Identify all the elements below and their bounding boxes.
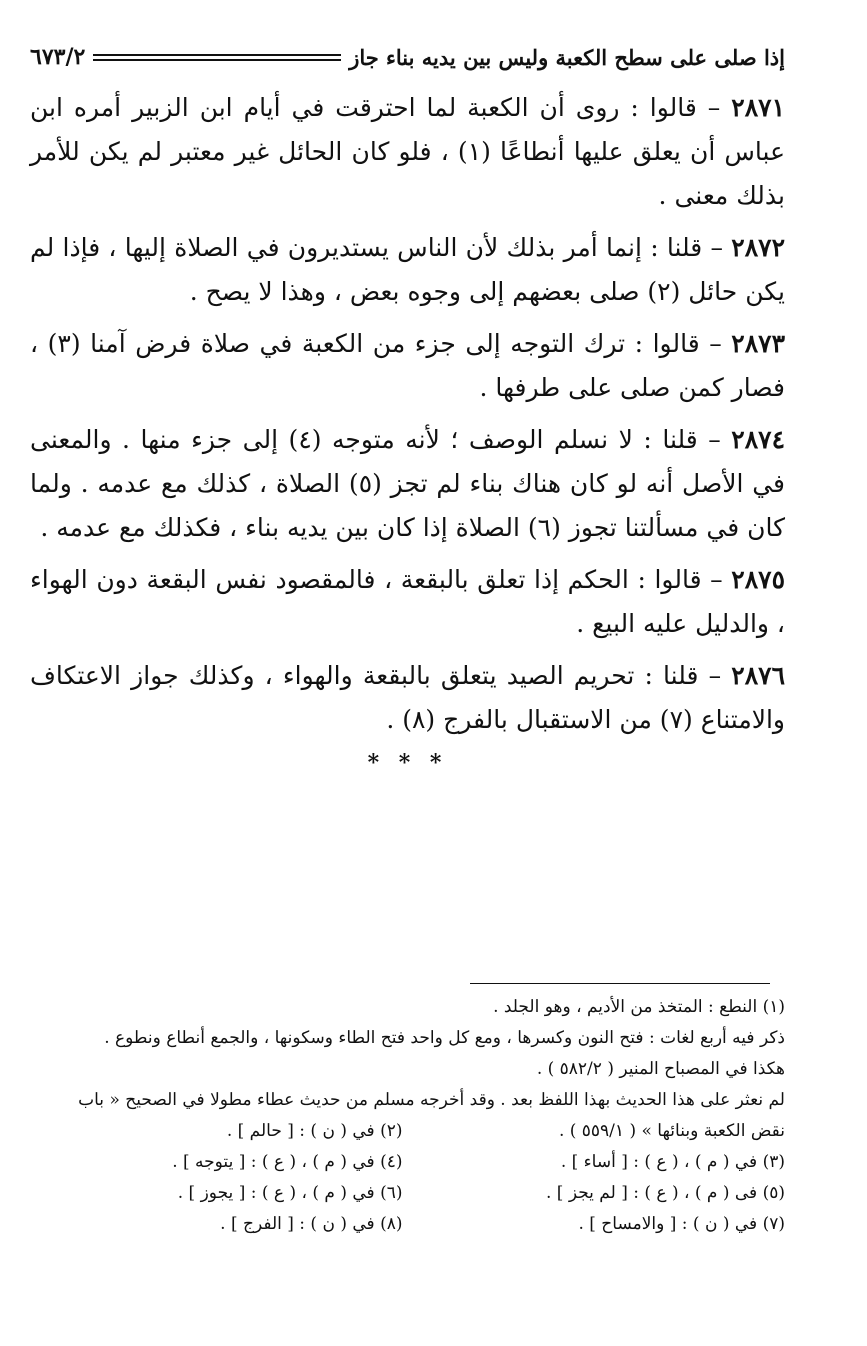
paragraph-text: – قلنا : تحريم الصيد يتعلق بالبقعة والهواء ، وكذلك جواز الاعتكاف والامتناع (٧) من الاستقبال بالفرج (٨) .: [30, 661, 785, 734]
paragraph-number: ٢٨٧٢: [731, 233, 785, 262]
paragraph-text: – قالوا : ترك التوجه إلى جزء من الكعبة في صلاة فرض آمنا (٣) ، فصار كمن صلى على طرفها .: [30, 329, 785, 402]
footnote-line: هكذا في المصباح المنير ( ٥٨٢/٢ ) .: [536, 1059, 785, 1079]
footnote-5: (٥) فى ( م ) ، ( ع ) : [ لم يجز ] .: [545, 1183, 785, 1203]
paragraph-2875: [30, 558, 785, 646]
footnote-line: لم نعثر على هذا الحديث بهذا اللفظ بعد . وقد أخرجه مسلم من حديث عطاء مطولا في الصحيح « باب: [78, 1090, 785, 1110]
paragraph-2871: [30, 86, 785, 218]
running-header: [30, 40, 785, 74]
paragraph-2872: [30, 226, 785, 314]
paragraph-number: ٢٨٧٤: [731, 425, 786, 454]
paragraph-number: ٢٨٧٣: [731, 329, 785, 358]
paragraph-2876: [30, 654, 785, 742]
page: [30, 40, 785, 776]
paragraph-text: – قلنا : لا نسلم الوصف ؛ لأنه متوجه (٤) إلى جزء منها . والمعنى في الأصل أنه لو كان هناك بناء لم تجز (٥) الصلاة ، كذلك مع عدمه . ولما كان في مسألتنا تجوز (٦) الصلاة إذا كان بين يديه بناء ، فكذلك مع عدمه .: [30, 425, 785, 542]
section-separator: * * *: [367, 750, 448, 776]
footnote-8: (٨) في ( ن ) : [ الفرج ] .: [220, 1214, 403, 1234]
footnote-grid: [30, 1116, 785, 1240]
footnote-2: (٢) في ( ن ) : [ حالم ] .: [226, 1121, 403, 1141]
footnote-line: (١) النطع : المتخذ من الأديم ، وهو الجلد .: [493, 997, 785, 1017]
paragraph-2873: [30, 322, 785, 410]
footnote-1-end: نقض الكعبة وبنائها » ( ٥٥٩/١ ) .: [558, 1121, 785, 1141]
paragraph-number: ٢٨٧١: [731, 93, 785, 122]
paragraph-number: ٢٨٧٦: [731, 661, 785, 690]
paragraph-text: – قالوا : الحكم إذا تعلق بالبقعة ، فالمقصود نفس البقعة دون الهواء ، والدليل عليه البيع .: [30, 565, 785, 638]
footnote-7: (٧) في ( ن ) : [ والامساح ] .: [578, 1214, 785, 1234]
header-title: إذا صلى على سطح الكعبة وليس بين يديه بناء جاز: [349, 44, 785, 70]
footnote-6: (٦) في ( م ) ، ( ع ) : [ يجوز ] .: [177, 1183, 403, 1203]
main-text: [30, 86, 785, 776]
footnote-line: ذكر فيه أربع لغات : فتح النون وكسرها ، ومع كل واحد فتح الطاء وسكونها ، والجمع أنطاع ونطوع .: [104, 1028, 785, 1048]
footnote-3: (٣) في ( م ) ، ( ع ) : [ أساء ] .: [560, 1152, 785, 1172]
paragraph-2874: [30, 418, 785, 550]
header-rule: [93, 54, 341, 61]
footnote-rule: [470, 983, 770, 984]
paragraph-text: – قلنا : إنما أمر بذلك لأن الناس يستديرون في الصلاة إليها ، فإذا لم يكن حائل (٢) صلى بعضهم إلى وجوه بعض ، وهذا لا يصح .: [30, 233, 785, 306]
footnote-4: (٤) في ( م ) ، ( ع ) : [ يتوجه ] .: [172, 1152, 403, 1172]
footnotes: [30, 992, 785, 1240]
paragraph-number: ٢٨٧٥: [731, 565, 785, 594]
paragraph-text: – قالوا : روى أن الكعبة لما احترقت في أيام ابن الزبير أمره ابن عباس أن يعلق عليها أنطاعًا (١) ، فلو كان الحائل غير معتبر لم يكن للأمر بذلك معنى .: [30, 93, 785, 210]
page-number: ٦٧٣/٢: [30, 44, 86, 70]
